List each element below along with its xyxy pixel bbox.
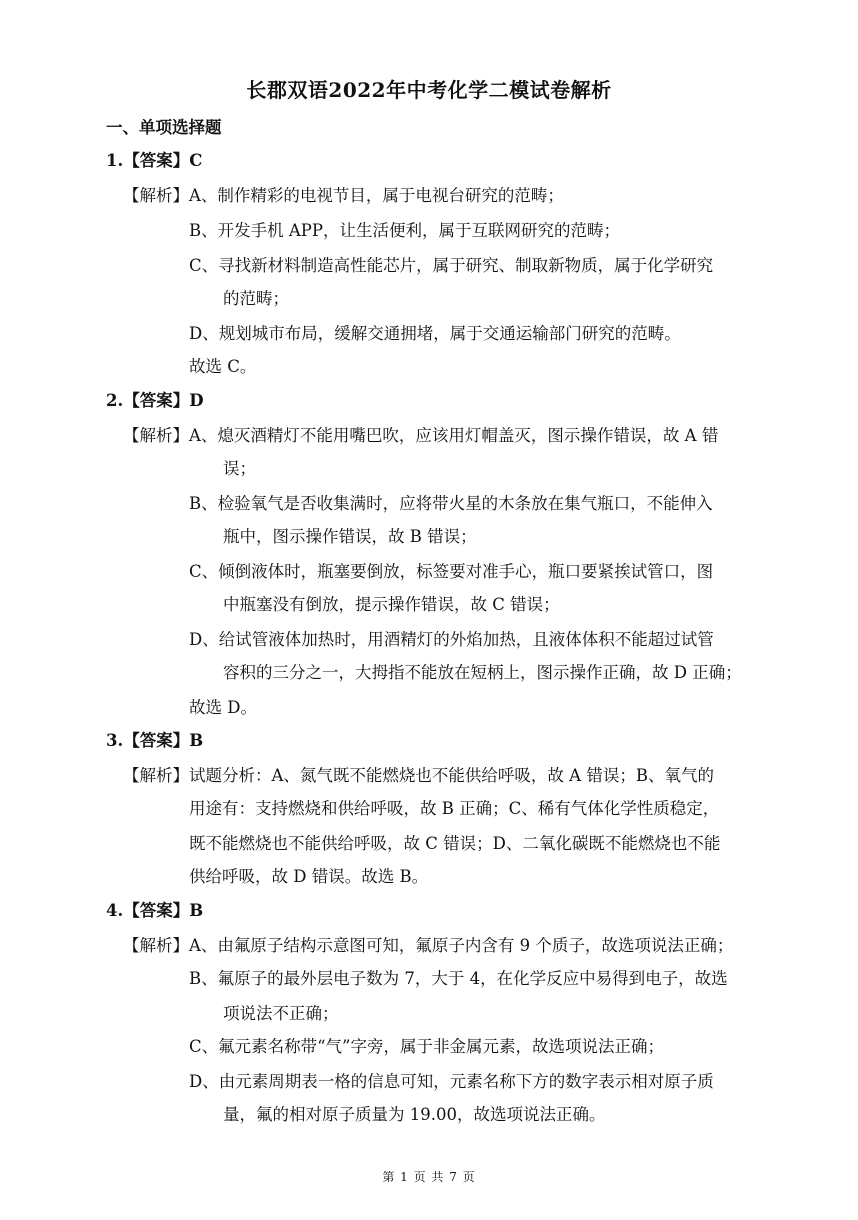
q3-line-3: 既不能燃烧也不能供给呼吸，故 C 错误；D、二氧化碳既不能燃烧也不能 xyxy=(189,834,721,853)
q4-line-1: 【解析】A、由氟原子结构示意图可知，氟原子内含有 9 个质子，故选项说法正确； xyxy=(123,936,734,955)
page-title: 长郡双语2022年中考化学二模试卷解析 xyxy=(246,78,612,102)
q2-line-8: 容积的三分之一，大拇指不能放在短柄上，图示操作正确，故 D 正确； xyxy=(223,663,742,682)
q2-line-4: 瓶中，图示操作错误，故 B 错误； xyxy=(223,527,477,546)
q2-line-7: D、给试管液体加热时，用酒精灯的外焰加热，且液体体积不能超过试管 xyxy=(189,630,714,649)
q4-line-2: B、氟原子的最外层电子数为 7，大于 4，在化学反应中易得到电子，故选 xyxy=(189,969,728,988)
q1-line-3: C、寻找新材料制造高性能芯片，属于研究、制取新物质，属于化学研究 xyxy=(189,256,714,275)
q2-line-3: B、检验氧气是否收集满时，应将带火星的木条放在集气瓶口，不能伸入 xyxy=(189,494,713,513)
answer-1: 1.【答案】C xyxy=(106,151,203,170)
q2-line-9: 故选 D。 xyxy=(189,698,257,717)
answer-2: 2.【答案】D xyxy=(106,391,204,410)
q1-line-6: 故选 C。 xyxy=(189,357,257,376)
q4-line-5: D、由元素周期表一格的信息可知，元素名称下方的数字表示相对原子质 xyxy=(189,1072,714,1091)
q2-line-5: C、倾倒液体时，瓶塞要倒放，标签要对准手心，瓶口要紧挨试管口，图 xyxy=(189,562,714,581)
q2-line-6: 中瓶塞没有倒放，提示操作错误，故 C 错误； xyxy=(223,595,560,614)
q4-line-4: C、氟元素名称带“气”字旁，属于非金属元素，故选项说法正确； xyxy=(189,1037,664,1056)
q1-line-2: B、开发手机 APP，让生活便利，属于互联网研究的范畴； xyxy=(189,221,620,240)
q3-line-2: 用途有：支持燃烧和供给呼吸，故 B 正确；C、稀有气体化学性质稳定， xyxy=(189,799,720,818)
page-footer: 第 1 页 共 7 页 xyxy=(382,1170,476,1184)
q1-line-4: 的范畴； xyxy=(223,289,289,308)
q1-line-1: 【解析】A、制作精彩的电视节目，属于电视台研究的范畴； xyxy=(123,186,564,205)
answer-4: 4.【答案】B xyxy=(106,901,204,920)
answer-3: 3.【答案】B xyxy=(106,731,204,750)
q2-line-1: 【解析】A、熄灭酒精灯不能用嘴巴吹，应该用灯帽盖灭，图示操作错误，故 A 错 xyxy=(123,426,719,445)
q4-line-3: 项说法不正确； xyxy=(223,1004,339,1023)
q3-line-4: 供给呼吸，故 D 错误。故选 B。 xyxy=(189,867,429,886)
section-heading: 一、单项选择题 xyxy=(106,118,222,137)
q2-line-2: 误； xyxy=(223,459,256,478)
q3-line-1: 【解析】试题分析：A、氮气既不能燃烧也不能供给呼吸，故 A 错误；B、氧气的 xyxy=(123,766,714,785)
q4-line-6: 量，氟的相对原子质量为 19.00，故选项说法正确。 xyxy=(223,1105,606,1124)
q1-line-5: D、规划城市布局，缓解交通拥堵，属于交通运输部门研究的范畴。 xyxy=(189,324,681,343)
